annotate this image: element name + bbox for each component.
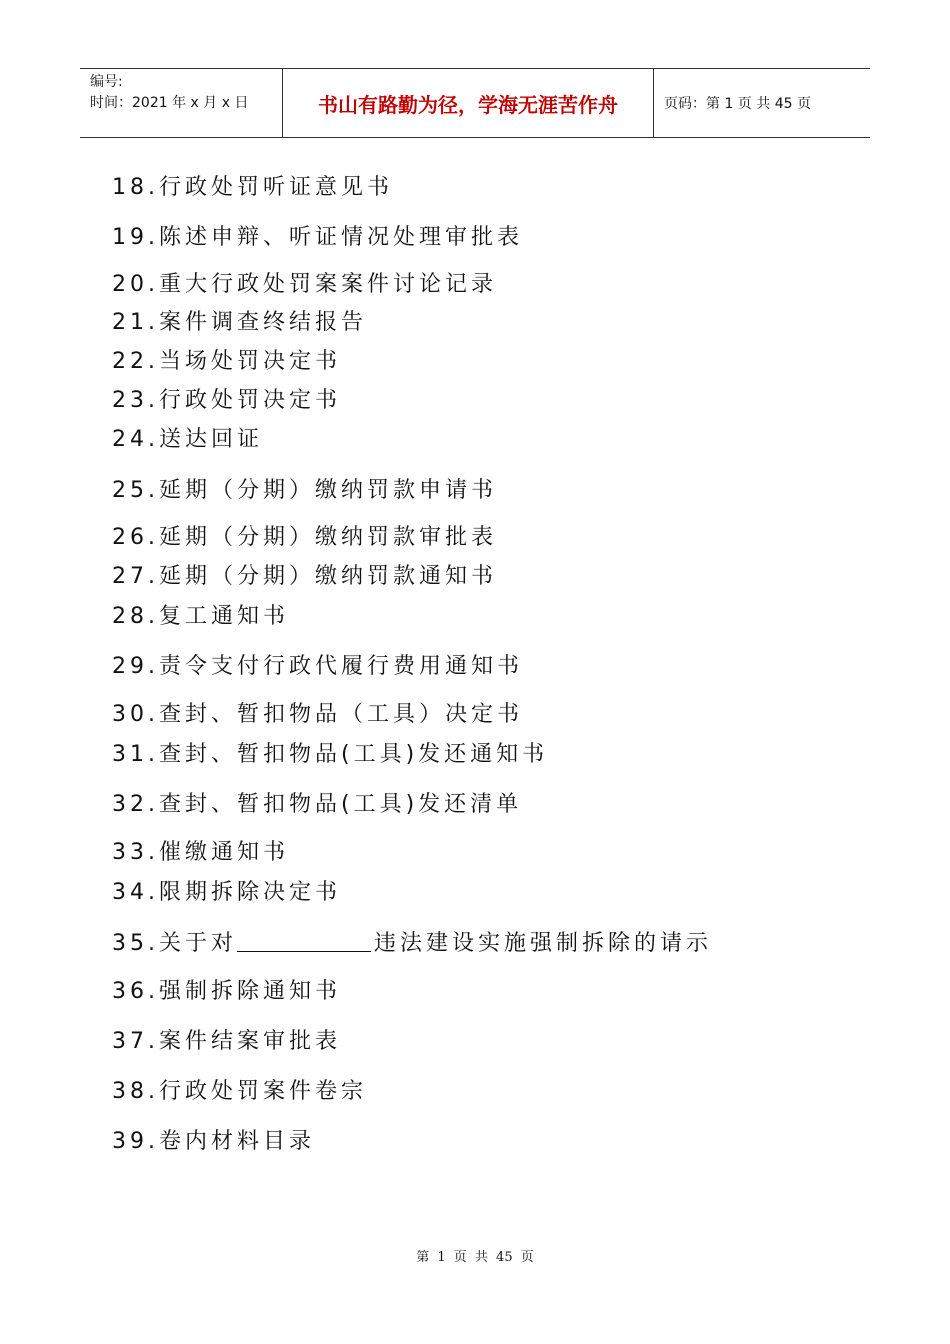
item-number: 28.	[112, 604, 159, 629]
list-item	[112, 701, 523, 729]
item-text: 强制拆除通知书	[159, 979, 342, 1004]
list-item	[112, 271, 497, 299]
list-item	[112, 174, 393, 202]
item-number: 30.	[112, 702, 159, 727]
item-number: 39.	[112, 1129, 159, 1154]
list-item	[112, 839, 289, 867]
item-text: 查封、暂扣物品(工具)发还通知书	[159, 742, 549, 767]
fill-in-blank	[237, 929, 371, 952]
item-number: 37.	[112, 1029, 159, 1054]
item-text: 案件结案审批表	[159, 1029, 342, 1054]
number-label: 编号:	[90, 74, 123, 90]
list-item	[112, 929, 712, 958]
list-item	[112, 791, 522, 819]
item-number: 19.	[112, 225, 159, 250]
item-number: 22.	[112, 349, 159, 374]
list-item	[112, 741, 548, 769]
date-label: 时间：2021 年 x 月 x 日	[90, 95, 249, 111]
item-number: 32.	[112, 792, 159, 817]
item-number: 34.	[112, 880, 159, 905]
list-item	[112, 524, 497, 552]
list-item	[112, 1128, 315, 1156]
item-text: 复工通知书	[159, 604, 290, 629]
list-item	[112, 653, 523, 681]
list-item	[112, 603, 289, 631]
item-text-after: 违法建设实施强制拆除的请示	[374, 931, 713, 956]
list-item	[112, 477, 497, 505]
item-text: 行政处罚决定书	[159, 388, 342, 413]
item-number: 33.	[112, 840, 159, 865]
item-number: 24.	[112, 427, 159, 452]
item-text: 查封、暂扣物品(工具)发还清单	[159, 792, 523, 817]
item-text: 案件调查终结报告	[159, 310, 368, 335]
item-number: 36.	[112, 979, 159, 1004]
item-number: 31.	[112, 742, 159, 767]
item-text: 卷内材料目录	[159, 1129, 316, 1154]
item-number: 20.	[112, 272, 159, 297]
item-number: 29.	[112, 654, 159, 679]
item-text: 关于对	[159, 931, 238, 956]
item-text: 行政处罚听证意见书	[159, 175, 394, 200]
item-text: 延期（分期）缴纳罚款审批表	[159, 525, 498, 550]
item-number: 23.	[112, 388, 159, 413]
list-item	[112, 309, 367, 337]
item-number: 35.	[112, 931, 159, 956]
item-text: 送达回证	[159, 427, 264, 452]
header-meta	[80, 69, 282, 137]
item-text: 限期拆除决定书	[159, 880, 342, 905]
item-text: 当场处罚决定书	[159, 349, 342, 374]
item-text: 行政处罚案件卷宗	[159, 1079, 368, 1104]
list-item	[112, 224, 523, 252]
item-text: 重大行政处罚案案件讨论记录	[159, 272, 498, 297]
item-number: 27.	[112, 564, 159, 589]
item-number: 18.	[112, 175, 159, 200]
list-item	[112, 978, 341, 1006]
document-header	[80, 68, 870, 138]
item-text: 查封、暂扣物品（工具）决定书	[159, 702, 524, 727]
item-text: 陈述申辩、听证情况处理审批表	[159, 225, 524, 250]
page-footer: 第 1 页 共 45 页	[416, 1250, 534, 1265]
list-item	[112, 426, 263, 454]
list-item	[112, 563, 497, 591]
list-item	[112, 387, 341, 415]
header-motto: 书山有路勤为径，学海无涯苦作舟	[282, 69, 654, 137]
list-item	[112, 1078, 367, 1106]
item-text: 责令支付行政代履行费用通知书	[159, 654, 524, 679]
list-item	[112, 348, 341, 376]
header-page-info: 页码：第 1 页 共 45 页	[664, 96, 811, 112]
item-number: 21.	[112, 310, 159, 335]
item-number: 26.	[112, 525, 159, 550]
item-text: 催缴通知书	[159, 840, 290, 865]
item-number: 38.	[112, 1079, 159, 1104]
list-item	[112, 879, 341, 907]
item-number: 25.	[112, 478, 159, 503]
item-text: 延期（分期）缴纳罚款通知书	[159, 564, 498, 589]
list-item	[112, 1028, 341, 1056]
item-text: 延期（分期）缴纳罚款申请书	[159, 478, 498, 503]
